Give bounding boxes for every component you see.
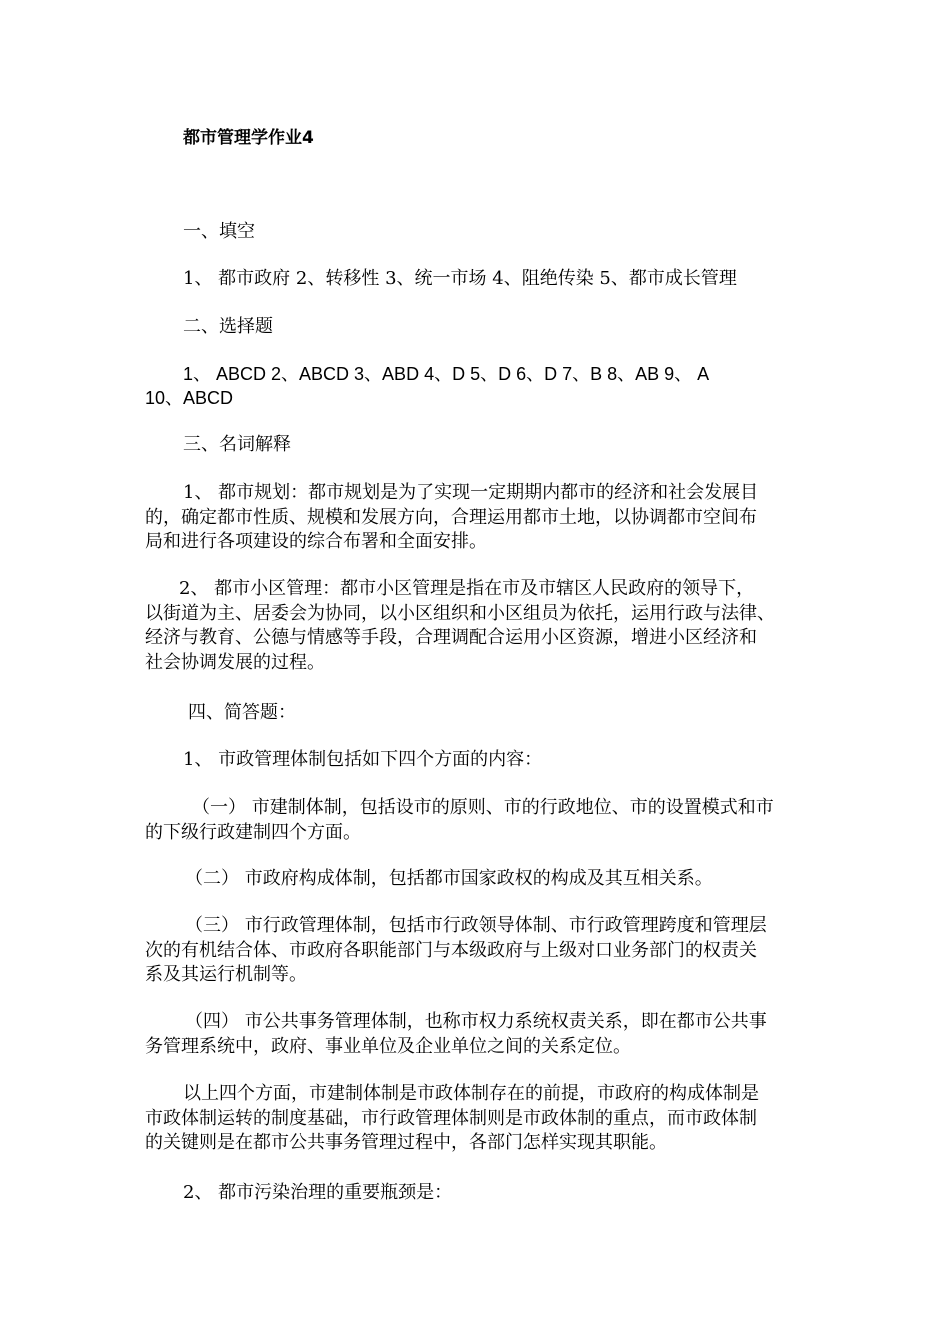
- text-line: （三） 市行政管理体制，包括市行政领导体制、市行政管理跨度和管理层: [185, 915, 767, 936]
- section-heading-choice: 二、选择题: [183, 316, 273, 337]
- text-line: （四） 市公共事务管理体制，也称市权力系统权责关系，即在都市公共事: [185, 1011, 767, 1032]
- text-line: 社会协调发展的过程。: [145, 651, 325, 673]
- text-line: 务管理系统中，政府、事业单位及企业单位之间的关系定位。: [145, 1035, 631, 1057]
- q1-summary: [145, 1082, 810, 1156]
- q1-point-1: [145, 796, 810, 845]
- q1-point-4: [145, 1010, 810, 1059]
- text-line: 以街道为主、居委会为协同，以小区组织和小区组员为依托，运用行政与法律、: [145, 602, 775, 624]
- text-line: 2、 都市小区管理：都市小区管理是指在市及市辖区人民政府的领导下，: [179, 578, 755, 599]
- text-line: 1、 都市规划：都市规划是为了实现一定期期内都市的经济和社会发展目: [183, 482, 759, 503]
- text-line: 次的有机结合体、市政府各职能部门与本级政府与上级对口业务部门的权责关: [145, 939, 757, 961]
- q1-point-3: [145, 914, 810, 988]
- text-line: 经济与教育、公德与情感等手段，合理调配合运用小区资源，增进小区经济和: [145, 627, 757, 648]
- text-line: 系及其运行机制等。: [145, 964, 307, 985]
- term-urban-planning: [145, 481, 810, 555]
- text-line: 的下级行政建制四个方面。: [145, 821, 361, 843]
- document-title: 都市管理学作业4: [183, 128, 314, 148]
- choice-answers-line-1: 1、 ABCD 2、ABCD 3、ABD 4、D 5、D 6、D 7、B 8、AB 9、 A: [183, 364, 710, 384]
- short-question-1: 1、 市政管理体制包括如下四个方面的内容：: [183, 749, 543, 770]
- short-question-2: 2、 都市污染治理的重要瓶颈是：: [183, 1182, 453, 1203]
- section-heading-terms: 三、名词解释: [183, 434, 291, 455]
- text-line: 局和进行各项建设的综合布署和全面安排。: [145, 531, 487, 552]
- text-line: （一） 市建制体制，包括设市的原则、市的行政地位、市的设置模式和市: [192, 797, 774, 818]
- q1-point-2: [145, 867, 810, 892]
- term-community-management: [145, 577, 810, 675]
- text-line: 以上四个方面，市建制体制是市政体制存在的前提，市政府的构成体制是: [183, 1083, 759, 1104]
- section-heading-fill: 一、填空: [183, 221, 255, 242]
- fill-answers: 1、 都市政府 2、转移性 3、统一市场 4、阻绝传染 5、都市成长管理: [183, 268, 737, 289]
- text-line: 的，确定都市性质、规模和发展方向，合理运用都市土地，以协调都市空间布: [145, 506, 757, 528]
- text-line: （二） 市政府构成体制，包括都市国家政权的构成及其互相关系。: [185, 868, 713, 889]
- text-line: 市政体制运转的制度基础，市行政管理体制则是市政体制的重点，而市政体制: [145, 1107, 757, 1129]
- choice-answers-line-2: 10、ABCD: [145, 388, 234, 408]
- text-line: 的关键则是在都市公共事务管理过程中，各部门怎样实现其职能。: [145, 1132, 667, 1153]
- section-heading-short: 四、简答题：: [188, 702, 296, 723]
